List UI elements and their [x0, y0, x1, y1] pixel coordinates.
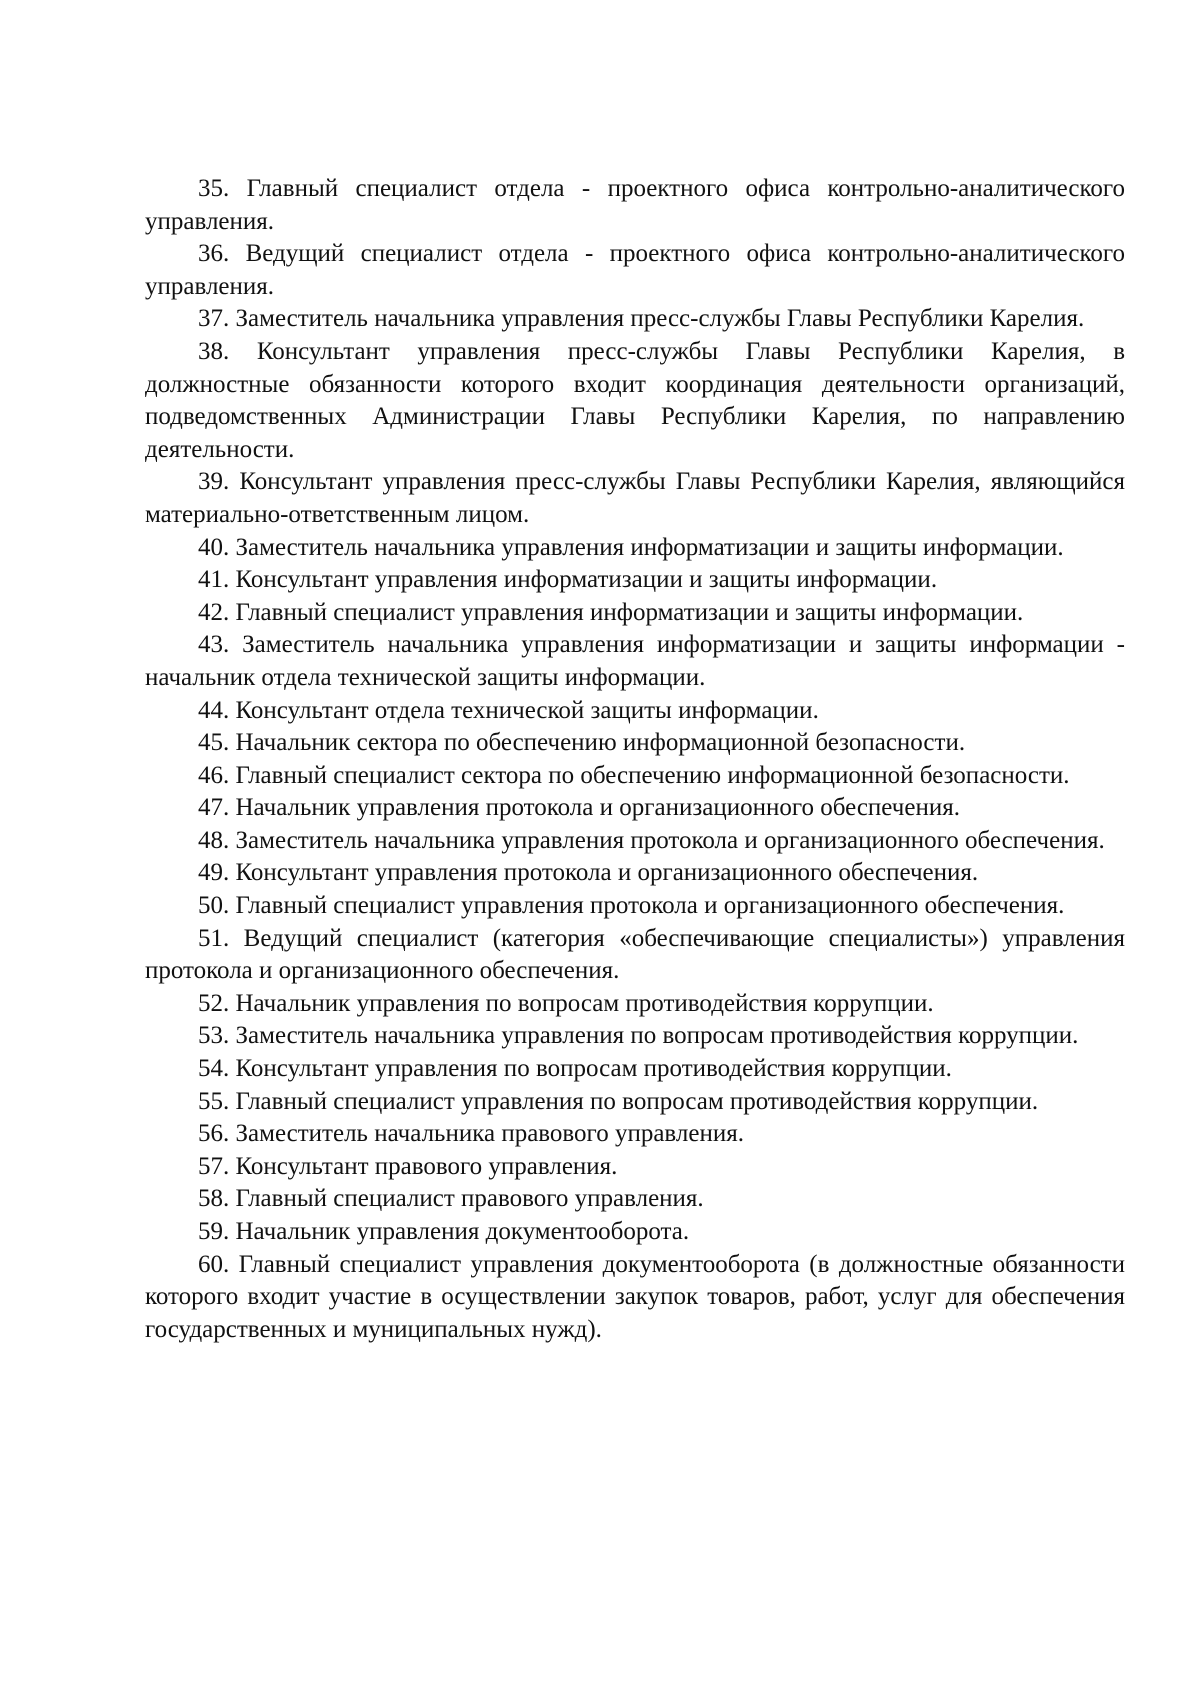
list-item: 57. Консультант правового управления.: [198, 1152, 618, 1180]
document-page: [145, 173, 1125, 1346]
list-item: 45. Начальник сектора по обеспечению информационной безопасности.: [198, 729, 966, 757]
list-item: 47. Начальник управления протокола и организационного обеспечения.: [198, 794, 960, 822]
list-item: 37. Заместитель начальника управления пресс-службы Главы Республики Карелия.: [198, 305, 1085, 333]
list-item: 48. Заместитель начальника управления протокола и организационного обеспечения.: [198, 826, 1105, 854]
list-item: 50. Главный специалист управления протокола и организационного обеспечения.: [198, 892, 1065, 920]
list-item: 35. Главный специалист отдела - проектного офиса контрольно-аналитического управления.: [145, 175, 1125, 235]
list-item: 49. Консультант управления протокола и организационного обеспечения.: [198, 859, 979, 887]
list-item: 38. Консультант управления пресс-службы Главы Республики Карелия, в должностные обязанности которого входит координация деятельности организаций, подведомственных Администрации Главы Республики Карелия, по направлению деятельности.: [145, 337, 1125, 463]
list-item: 41. Консультант управления информатизации и защиты информации.: [198, 566, 938, 594]
list-item: 36. Ведущий специалист отдела - проектного офиса контрольно-аналитического управления.: [145, 240, 1125, 300]
list-item: 43. Заместитель начальника управления информатизации и защиты информации - начальник отдела технической защиты информации.: [145, 631, 1125, 691]
list-item: 42. Главный специалист управления информатизации и защиты информации.: [198, 598, 1024, 626]
list-item: 51. Ведущий специалист (категория «обеспечивающие специалисты») управления протокола и организационного обеспечения.: [145, 924, 1125, 985]
list-item: 52. Начальник управления по вопросам противодействия коррупции.: [198, 989, 934, 1017]
list-item: 40. Заместитель начальника управления информатизации и защиты информации.: [198, 533, 1064, 561]
list-item: 54. Консультант управления по вопросам противодействия коррупции.: [198, 1055, 952, 1083]
list-item: 60. Главный специалист управления документооборота (в должностные обязанности которого входит участие в осуществлении закупок товаров, работ, услуг для обеспечения государственных и муниципальных нужд).: [145, 1250, 1125, 1343]
list-item: 56. Заместитель начальника правового управления.: [198, 1120, 744, 1148]
list-item: 55. Главный специалист управления по вопросам противодействия коррупции.: [198, 1087, 1039, 1115]
list-item: 58. Главный специалист правового управления.: [198, 1185, 704, 1213]
list-item: 44. Консультант отдела технической защиты информации.: [198, 696, 819, 724]
list-item: 46. Главный специалист сектора по обеспечению информационной безопасности.: [198, 761, 1070, 789]
list-item: 53. Заместитель начальника управления по вопросам противодействия коррупции.: [198, 1022, 1079, 1050]
list-item: 39. Консультант управления пресс-службы Главы Республики Карелия, являющийся материально-ответственным лицом.: [145, 468, 1125, 528]
list-item: 59. Начальник управления документооборота.: [198, 1218, 690, 1245]
